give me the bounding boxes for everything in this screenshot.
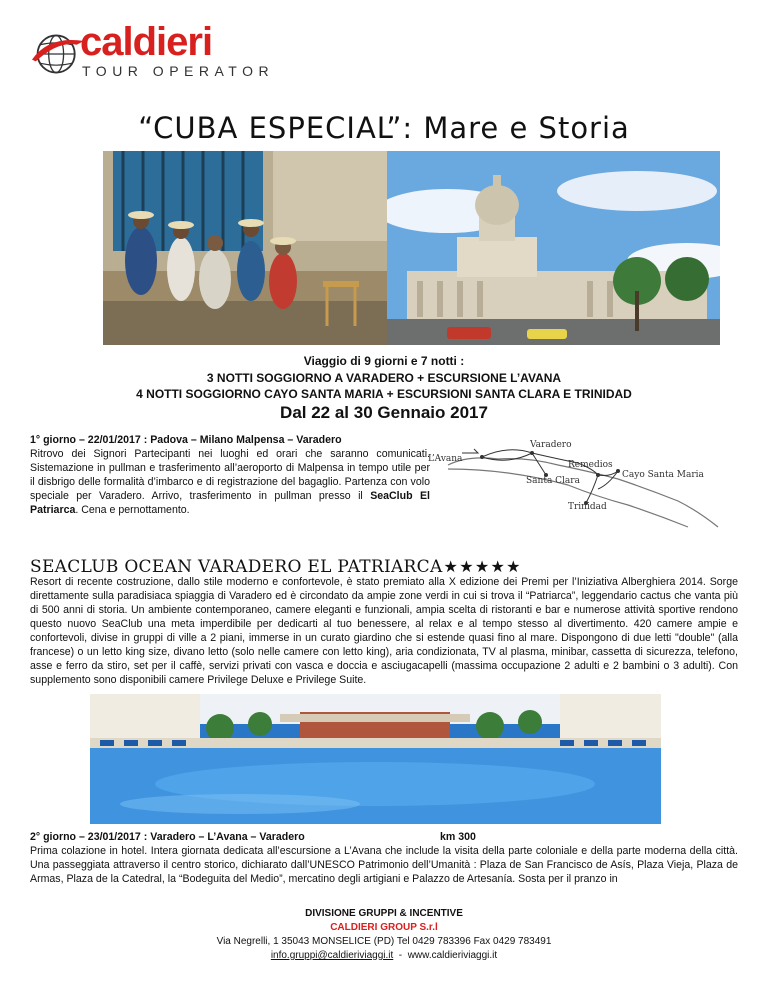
photo-havana-capitol [387, 151, 720, 345]
footer-company: CALDIERI GROUP S.r.l [330, 922, 438, 933]
caldieri-logo-globe-icon [30, 28, 86, 80]
cuba-route-map [428, 435, 728, 545]
day1-hotel-name: SeaClub El Patriarca [30, 490, 430, 516]
star-icon: ★ [474, 557, 490, 576]
footer-contacts: info.gruppi@caldieriviaggi.it - www.caldieriviaggi.it [270, 950, 498, 961]
hotel-description: Resort di recente costruzione, dallo stile moderno e confortevole, è stato premiato alla X edizione dei Premi per l’Iniziativa Alberghiera 2014. Sorge direttamente sulla paradisiaca spiaggia di Varadero ed è circondato da ampie zone verdi in cui si trova il “Patriarca”, leggendario cactus che vanta più di 500 anni di storia. Un ambiente contemporaneo, camere eleganti e funzionali, ampia scelta di ristoranti e bar e numerose attività sportive rendono questo nuovo SeaClub una meta imperdibile per dedicarti al tuo benessere, al relax e al tempo stesso al divertimento. 420 camere ampie e confortevoli, divise in gruppi di ville a 2 piani, immerse in un curato giardino che si estende quasi fino al mare. Dispongono di due letti "double" (alla francese) o un letto king size, divano letto (solo nelle camere con letto king), aria condizionata, TV al plasma, minibar, cassetta di sicurezza, telefono, asse e ferro da stiro, set per il caffè, servizi privati con vasca e doccia e asciugacapelli (massima occupazione 2 adulti e 2 bambini o 3 adulti). Con supplemento sono disponibili camere Privilege Deluxe e Privilege Suite. [30, 576, 738, 686]
photo-hotel-pool [90, 694, 661, 824]
photo-cuban-musicians [103, 151, 387, 345]
footer-email-link[interactable]: info.gruppi@caldieriviaggi.it [270, 950, 394, 961]
footer [0, 907, 768, 963]
map-label-cayo-santa-maria: Cayo Santa Maria [622, 470, 704, 480]
trip-dates: Dal 22 al 30 Gennaio 2017 [280, 403, 488, 422]
hotel-star-rating [443, 557, 521, 577]
trip-varadero-nights: 3 NOTTI SOGGIORNO A VARADERO + ESCURSIONE L’AVANA [206, 371, 562, 385]
day1-description: Ritrovo dei Signori Partecipanti nei luoghi ed orari che saranno comunicati. Sistemazione in pullman e trasferimento all’aeroporto di Malpensa in tempo utile per il disbrigo delle formalità d’imbarco e di registrazione del bagaglio. Partenza con volo speciale per Varadero. Arrivo, trasferimento in pullman presso il SeaClub El Patriarca. Cena e pernottamento. [30, 448, 430, 516]
day2-heading: 2° giorno – 23/01/2017 : Varadero – L’Avana – Varadero [30, 831, 305, 843]
map-label-varadero: Varadero [530, 440, 572, 450]
star-icon: ★ [490, 557, 506, 576]
map-label-santa-clara: Santa Clara [526, 476, 580, 486]
trip-cayo-nights: 4 NOTTI SOGGIORNO CAYO SANTA MARIA + ESCURSIONI SANTA CLARA E TRINIDAD [136, 387, 632, 401]
trip-duration: Viaggio di 9 giorni e 7 notti : [303, 354, 465, 368]
star-icon: ★ [459, 557, 474, 576]
map-label-remedios: Remedios [568, 460, 613, 470]
day2-description: Prima colazione in hotel. Intera giornata dedicata all’escursione a L’Avana che include la visita della parte coloniale e della parte moderna della città. Una passeggiata attraverso il centro storico, dichiarato dall’UNESCO Patrimonio dell’Umanità : Plaza de San Francisco de Asís, Plaza Vieja, Plaza de Armas, Plaza de la Catedral, la “Bodeguita del Medio”, mercatino degli artigiani e Palazzo de Artesanía. Sosta per il pranzo in [30, 845, 738, 885]
map-label-lavana: L’Avana [428, 454, 463, 464]
footer-address: Via Negrelli, 1 35043 MONSELICE (PD) Tel 0429 783396 Fax 0429 783491 [216, 936, 552, 947]
map-label-trinidad: Trinidad [568, 502, 607, 512]
logo-tagline: TOUR OPERATOR [82, 63, 275, 79]
footer-website-link[interactable]: www.caldieriviaggi.it [407, 950, 498, 961]
footer-division: DIVISIONE GRUPPI & INCENTIVE [305, 908, 463, 919]
star-icon: ★ [506, 557, 521, 576]
star-icon: ★ [443, 557, 459, 576]
document-title: “CUBA ESPECIAL”: Mare e Storia [138, 111, 630, 145]
hotel-heading: SEACLUB OCEAN VARADERO EL PATRIARCA★★★★★ [30, 557, 521, 577]
logo-wordmark: caldieri [80, 20, 213, 64]
day1-heading: 1° giorno – 22/01/2017 : Padova – Milano Malpensa – Varadero [30, 434, 342, 446]
day2-distance: km 300 [440, 831, 476, 843]
